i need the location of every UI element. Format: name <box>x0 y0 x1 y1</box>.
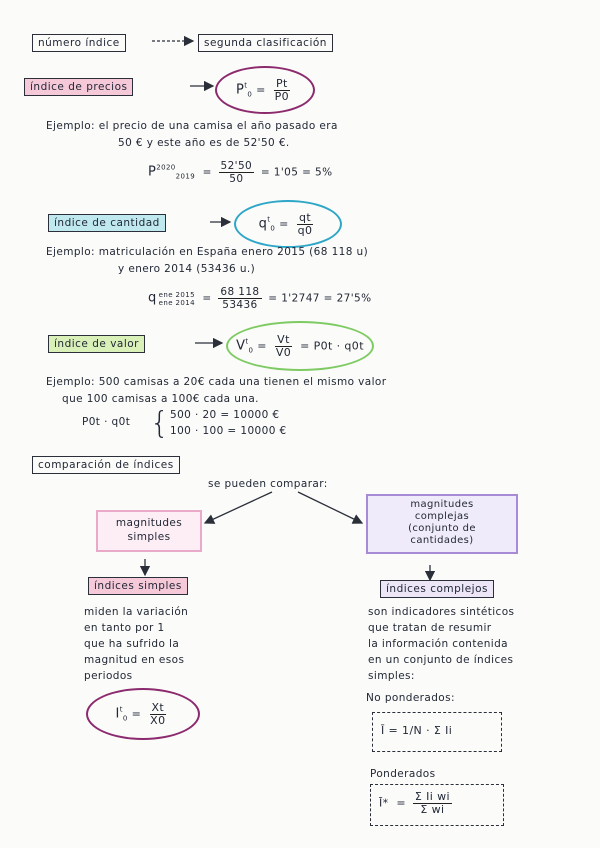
precios-calc: $P^{2020}_{2019}$ = $\frac{52'50}{50}$ = 1'05 = 5% <box>148 160 333 185</box>
precios-formula-ellipse <box>215 66 315 114</box>
cantidad-formula-lhs: q <box>258 216 268 231</box>
left-box-line1: magnitudes <box>115 517 183 529</box>
precios-formula-sub: 0 <box>247 90 253 98</box>
ponderados-formula: Ī* = $\frac{\text{Σ Ii wi}}{\text{Σ wi}}$ <box>379 790 450 816</box>
indice-cantidad-label: índice de cantidad <box>48 214 166 232</box>
ponderados-num: Σ Ii wi <box>414 790 450 803</box>
precios-calc-sup: 2020 <box>156 163 176 172</box>
no-ponderados-box <box>372 712 502 752</box>
cantidad-calc-lhs: q <box>148 290 157 306</box>
left-desc-line2: en tanto por 1 <box>84 622 165 634</box>
cantidad-formula: $q^t_0$ = $\frac{qt}{q0}$ <box>258 210 313 237</box>
numero-indice-box: número índice <box>32 34 126 52</box>
cantidad-calc: q ene 2015 ene 2014 = $\frac{68 118}{53436}$ = 1'2747 = 27'5% <box>148 286 372 311</box>
simples-formula-ellipse <box>86 688 200 740</box>
cantidad-formula-den: q0 <box>297 223 313 237</box>
cantidad-example-line2: y enero 2014 (53436 u.) <box>118 263 256 275</box>
valor-formula-lhs: V <box>236 338 246 353</box>
indices-simples-label: índices simples <box>88 577 188 595</box>
left-desc-line4: magnitud en esos <box>84 654 185 666</box>
left-desc-line1: miden la variación <box>84 606 189 618</box>
cantidad-formula-num: qt <box>298 210 312 224</box>
right-desc-line1: son indicadores sintéticos <box>368 606 515 618</box>
precios-formula-num: Pt <box>275 76 288 90</box>
indices-complejos-desc <box>368 604 514 684</box>
cantidad-calc-sup: ene 2015 <box>158 290 195 299</box>
right-box-line2: complejas <box>414 511 470 522</box>
magnitudes-complejas-box <box>366 494 518 554</box>
simples-formula-num: Xt <box>151 700 165 714</box>
segunda-clasificacion-box: segunda clasificación <box>198 34 333 52</box>
cantidad-calc-den: 53436 <box>222 299 258 311</box>
precios-formula-den: P0 <box>274 89 290 103</box>
no-ponderados-label: No ponderados: <box>366 692 455 704</box>
no-ponderados-formula: Ī = 1/N · Σ Ii <box>381 724 453 737</box>
valor-example-line2: que 100 camisas a 100€ cada una. <box>62 393 259 405</box>
valor-brace-line1: 500 · 20 = 10000 € <box>170 409 280 421</box>
right-box-line3: (conjunto de <box>408 523 476 534</box>
magnitudes-simples-box <box>96 510 202 552</box>
ponderados-den: Σ wi <box>420 803 445 816</box>
cantidad-calc-sub: ene 2014 <box>158 298 195 307</box>
simples-formula-lhs: I <box>115 706 120 721</box>
precios-calc-den: 50 <box>229 173 244 185</box>
valor-brace: { <box>150 406 170 441</box>
cantidad-calc-num: 68 118 <box>220 286 260 298</box>
precios-formula: $P^t_0$ = $\frac{Pt}{P0}$ <box>235 76 290 103</box>
comparacion-subtitle: se pueden comparar: <box>208 478 328 490</box>
precios-calc-sub: 2019 <box>175 172 196 181</box>
left-desc-line3: que ha sufrido la <box>84 638 180 650</box>
precios-example-line2: 50 € y este año es de 52'50 €. <box>118 137 290 149</box>
cantidad-example-line1: Ejemplo: matriculación en España enero 2015 (68 118 u) <box>46 246 369 258</box>
ponderados-formula-lhs: Ī* <box>379 796 389 810</box>
cantidad-calc-result: = 1'2747 = 27'5% <box>268 292 372 305</box>
right-desc-line4: en un conjunto de índices <box>368 654 514 666</box>
precios-calc-result: = 1'05 = 5% <box>260 166 333 179</box>
indices-simples-desc <box>84 604 188 684</box>
precios-example-line1: Ejemplo: el precio de una camisa el año pasado era <box>46 120 338 132</box>
right-box-line4: cantidades) <box>410 535 474 546</box>
precios-calc-lhs: P <box>148 164 157 180</box>
simples-formula: $I^t_0$ = $\frac{Xt}{X0}$ <box>115 700 166 727</box>
comparacion-label: comparación de índices <box>32 456 180 474</box>
valor-formula: $V^t_0$ = $\frac{Vt}{V0}$ = P0t · q0t <box>236 332 364 359</box>
right-desc-line3: la información contenida <box>368 638 508 650</box>
valor-brace-line2: 100 · 100 = 10000 € <box>170 425 287 437</box>
indice-valor-label: índice de valor <box>48 335 145 353</box>
left-box-line2: simples <box>127 531 171 543</box>
valor-formula-rhs: = P0t · q0t <box>300 339 364 352</box>
ponderados-label: Ponderados <box>370 768 436 780</box>
indice-precios-label: índice de precios <box>24 78 133 96</box>
right-desc-line2: que tratan de resumir <box>368 622 492 634</box>
precios-formula-sup: t <box>244 81 248 89</box>
left-branch-arrow <box>205 492 272 523</box>
valor-formula-num: Vt <box>277 332 290 346</box>
cantidad-formula-ellipse <box>234 200 342 248</box>
simples-formula-den: X0 <box>150 713 166 727</box>
precios-calc-num: 52'50 <box>220 160 253 172</box>
valor-example-line1: Ejemplo: 500 camisas a 20€ cada una tienen el mismo valor <box>46 376 387 388</box>
right-desc-line5: simples: <box>368 670 415 682</box>
valor-formula-ellipse <box>226 321 374 371</box>
right-box-line1: magnitudes <box>410 499 474 510</box>
precios-formula-lhs: P <box>235 82 245 97</box>
valor-formula-den: V0 <box>275 345 292 359</box>
right-branch-arrow <box>298 492 362 523</box>
indices-complejos-label: índices complejos <box>380 580 494 598</box>
ponderados-box <box>370 784 504 826</box>
left-desc-line5: periodos <box>84 670 133 682</box>
valor-brace-lhs: P0t · q0t <box>82 416 131 428</box>
